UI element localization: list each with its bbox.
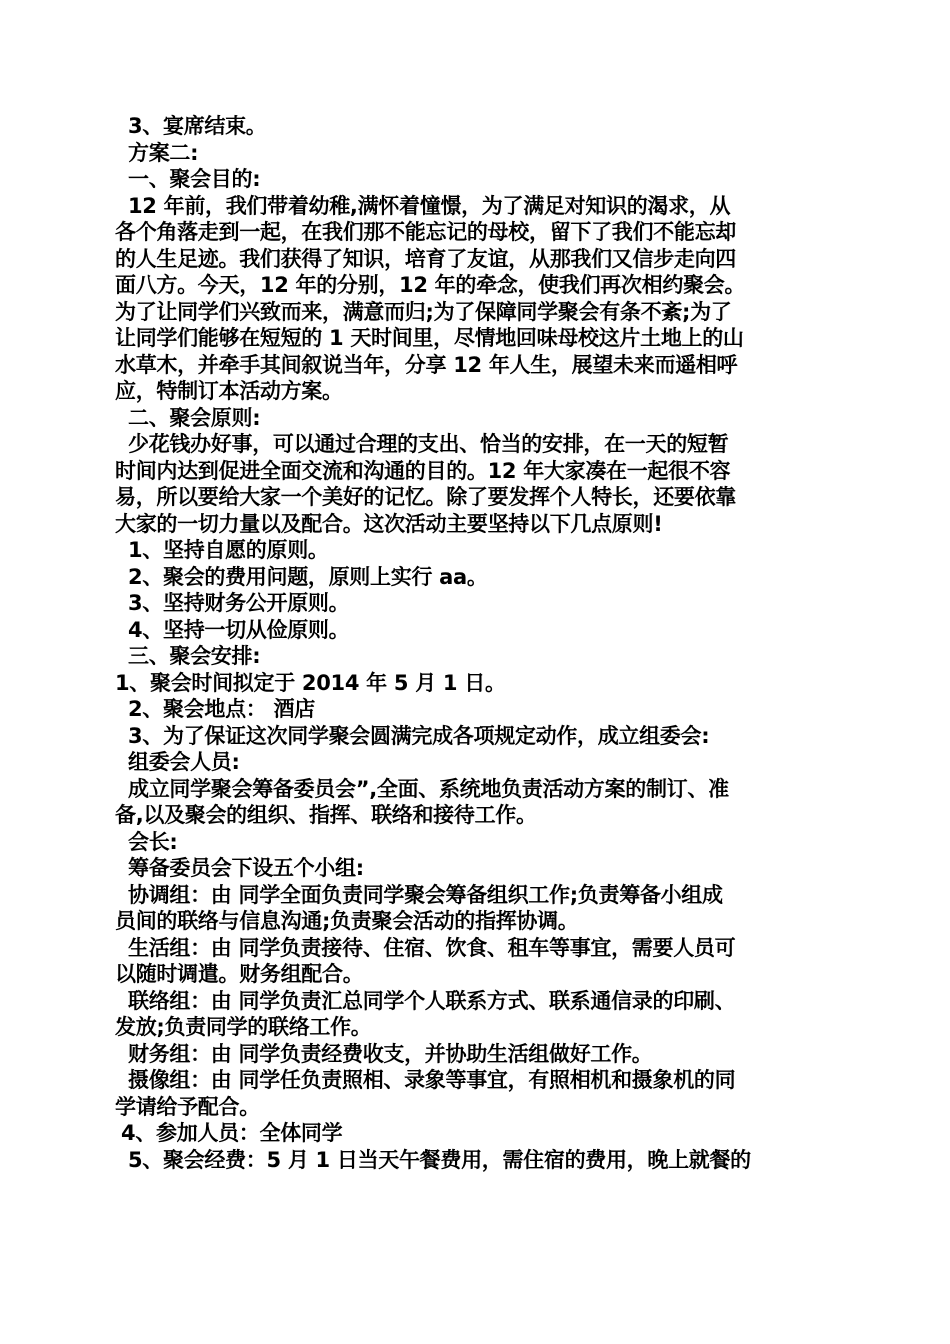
text-line-l1: 3、宴席结束。	[128, 114, 267, 138]
text-line-l8: 为了让同学们兴致而来，满意而归;为了保障同学聚会有条不紊;为了	[115, 299, 732, 324]
text-line-l32: 生活组：由 同学负责接待、住宿、饮食、租车等事宜，需要人员可	[128, 935, 736, 960]
text-line-l33: 以随时调遣。财务组配合。	[115, 962, 364, 986]
text-line-l12: 二、聚会原则:	[128, 405, 261, 430]
text-line-l27: 备,以及聚会的组织、指挥、联络和接待工作。	[115, 803, 537, 827]
text-line-l14: 时间内达到促进全面交流和沟通的目的。12 年大家凑在一起很不容	[115, 458, 731, 483]
text-line-l25: 组委会人员:	[128, 750, 240, 774]
text-line-l21: 三、聚会安排:	[128, 644, 261, 668]
text-line-l9: 让同学们能够在短短的 1 天时间里，尽情地回味母校这片土地上的山	[115, 326, 744, 350]
text-line-l16: 大家的一切力量以及配合。这次活动主要坚持以下几点原则!	[115, 511, 663, 536]
text-line-l5: 各个角落走到一起，在我们那不能忘记的母校，留下了我们不能忘却	[115, 220, 736, 244]
text-line-l26: 成立同学聚会筹备委员会”,全面、系统地负责活动方案的制订、准	[128, 776, 729, 801]
text-line-l7: 面八方。今天，12 年的分别，12 年的牵念，使我们再次相约聚会。	[115, 273, 746, 297]
text-line-l13: 少花钱办好事，可以通过合理的支出、恰当的安排，在一天的短暂	[128, 432, 729, 456]
text-line-l39: 4、参加人员：全体同学	[121, 1121, 343, 1145]
text-line-l6: 的人生足迹。我们获得了知识，培育了友谊，从那我们又信步走向四	[115, 246, 736, 271]
text-line-l29: 筹备委员会下设五个小组:	[128, 856, 364, 880]
text-line-l18: 2、聚会的费用问题，原则上实行 aa。	[128, 564, 488, 589]
document-body	[115, 113, 837, 1173]
text-line-l3: 一、聚会目的:	[128, 167, 261, 191]
text-line-l22: 1、聚会时间拟定于 2014 年 5 月 1 日。	[115, 670, 506, 695]
text-line-l15: 易，所以要给大家一个美好的记忆。除了要发挥个人特长，还要依靠	[115, 485, 736, 509]
text-line-l20: 4、坚持一切从俭原则。	[128, 617, 350, 642]
text-line-l35: 发放;负责同学的联络工作。	[115, 1015, 372, 1039]
text-line-l19: 3、坚持财务公开原则。	[128, 591, 350, 615]
text-line-l40: 5、聚会经费：5 月 1 日当天午餐费用，需住宿的费用，晚上就餐的	[128, 1147, 751, 1172]
text-line-l30: 协调组：由 同学全面负责同学聚会筹备组织工作;负责筹备小组成	[128, 882, 723, 907]
text-line-l2: 方案二:	[128, 140, 199, 165]
text-line-l24: 3、为了保证这次同学聚会圆满完成各项规定动作，成立组委会:	[128, 723, 710, 748]
text-line-l17: 1、坚持自愿的原则。	[128, 538, 329, 562]
text-line-l34: 联络组：由 同学负责汇总同学个人联系方式、联系通信录的印刷、	[128, 988, 736, 1013]
text-line-l11: 应，特制订本活动方案。	[115, 379, 343, 403]
text-line-l31: 员间的联络与信息沟通;负责聚会活动的指挥协调。	[115, 909, 579, 933]
text-line-l23: 2、聚会地点： 酒店	[128, 697, 315, 721]
text-line-l4: 12 年前，我们带着幼稚,满怀着憧憬，为了满足对知识的渴求，从	[128, 193, 731, 218]
text-line-l37: 摄像组：由 同学任负责照相、录象等事宜，有照相机和摄象机的同	[128, 1068, 736, 1092]
text-line-l10: 水草木，并牵手其间叙说当年，分享 12 年人生，展望未来而遥相呼	[115, 352, 738, 377]
text-line-l38: 学请给予配合。	[115, 1094, 260, 1119]
text-line-l36: 财务组：由 同学负责经费收支，并协助生活组做好工作。	[128, 1041, 653, 1066]
text-line-l28: 会长:	[128, 829, 178, 854]
